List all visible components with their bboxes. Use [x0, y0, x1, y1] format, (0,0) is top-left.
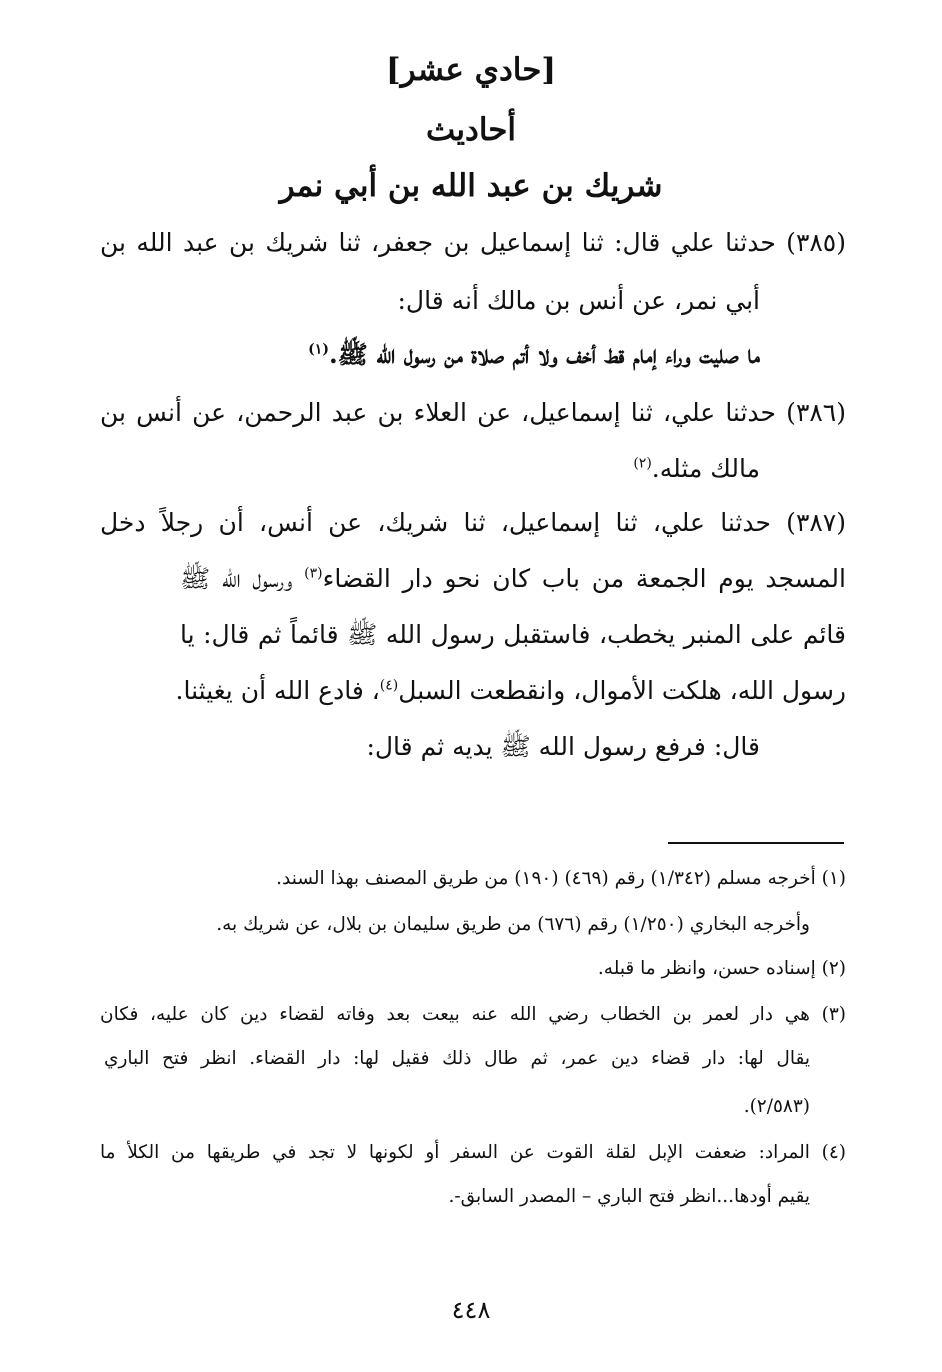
- footnote-ref-4: (٤): [379, 677, 399, 694]
- hadith-387-line-4: [175, 676, 846, 706]
- footnote-1-line-1: (١) أخرجه مسلم (١/٣٤٢) رقم (٤٦٩) (١٩٠) من طريق المصنف بهذا السند.: [276, 868, 846, 889]
- footnote-4-line-1: (٤) المراد: ضعفت الإبل لقلة القوت عن السفر أو لكونها لا تجد في طريقها من الكلأ ما: [100, 1142, 846, 1163]
- hadith-387-line-2: [180, 564, 846, 594]
- hadith-387-line-5: قال: فرفع رسول الله ﷺ يديه ثم قال:: [366, 732, 760, 761]
- hadith-387-line-2a: المسجد يوم الجمعة من باب كان نحو دار القضاء: [322, 564, 846, 593]
- footnote-ref-3: (٣): [304, 565, 323, 582]
- hadith-385-text: [308, 340, 760, 370]
- hadith-385-line-1: (٣٨٥) حدثنا علي قال: ثنا إسماعيل بن جعفر، ثنا شريك بن عبد الله بن: [100, 228, 846, 257]
- footnote-ref-1: (١): [308, 341, 329, 358]
- footnote-3-line-3: (٢/٥٨٣).: [743, 1096, 810, 1117]
- footnote-3-line-2: يقال لها: دار قضاء دين عمر، ثم طال ذلك فقيل لها: دار القضاء. انظر فتح الباري: [104, 1048, 810, 1069]
- hadith-387-line-4b: ، فادع الله أن يغيثنا.: [175, 676, 380, 705]
- section-title: أحاديث: [425, 112, 517, 148]
- footnote-ref-2: (٢): [633, 455, 652, 472]
- hadith-385-line-2: أبي نمر، عن أنس بن مالك أنه قال:: [397, 286, 760, 315]
- hadith-385-matn: ما صليت وراء إمام قط أخف ولا أتم صلاة من رسول الله ﷺ.: [328, 340, 760, 369]
- hadith-386-line-2: [633, 454, 760, 484]
- hadith-387-line-2b: ورسول الله ﷺ: [180, 564, 305, 593]
- footnote-3-line-1: (٣) هي دار لعمر بن الخطاب رضي الله عنه بيعت بعد وفاته لقضاء دين كان عليه، فكان: [100, 1004, 846, 1025]
- chapter-label: [حادي عشر]: [385, 52, 557, 88]
- hadith-387-line-4a: رسول الله، هلكت الأموال، وانقطعت السبل: [398, 676, 846, 705]
- page-number: ٤٤٨: [451, 1296, 491, 1324]
- hadith-387-line-1: (٣٨٧) حدثنا علي، ثنا إسماعيل، ثنا شريك، عن أنس، أن رجلاً دخل: [100, 508, 846, 537]
- footnote-1-line-2: وأخرجه البخاري (١/٢٥٠) رقم (٦٧٦) من طريق سليمان بن بلال، عن شريك به.: [216, 914, 810, 935]
- footnote-2: (٢) إسناده حسن، وانظر ما قبله.: [597, 958, 846, 979]
- hadith-386-line-1: (٣٨٦) حدثنا علي، ثنا إسماعيل، عن العلاء بن عبد الرحمن، عن أنس بن: [100, 398, 846, 427]
- footnote-separator: [668, 842, 844, 844]
- footnote-4-line-2: يقيم أودها...انظر فتح الباري – المصدر السابق-.: [448, 1186, 810, 1207]
- narrator-name-heading: شريك بن عبد الله بن أبي نمر: [279, 168, 663, 204]
- hadith-387-line-3: قائم على المنبر يخطب، فاستقبل رسول الله ﷺ قائماً ثم قال: يا: [180, 620, 847, 649]
- hadith-386-text: مالك مثله.: [651, 454, 760, 483]
